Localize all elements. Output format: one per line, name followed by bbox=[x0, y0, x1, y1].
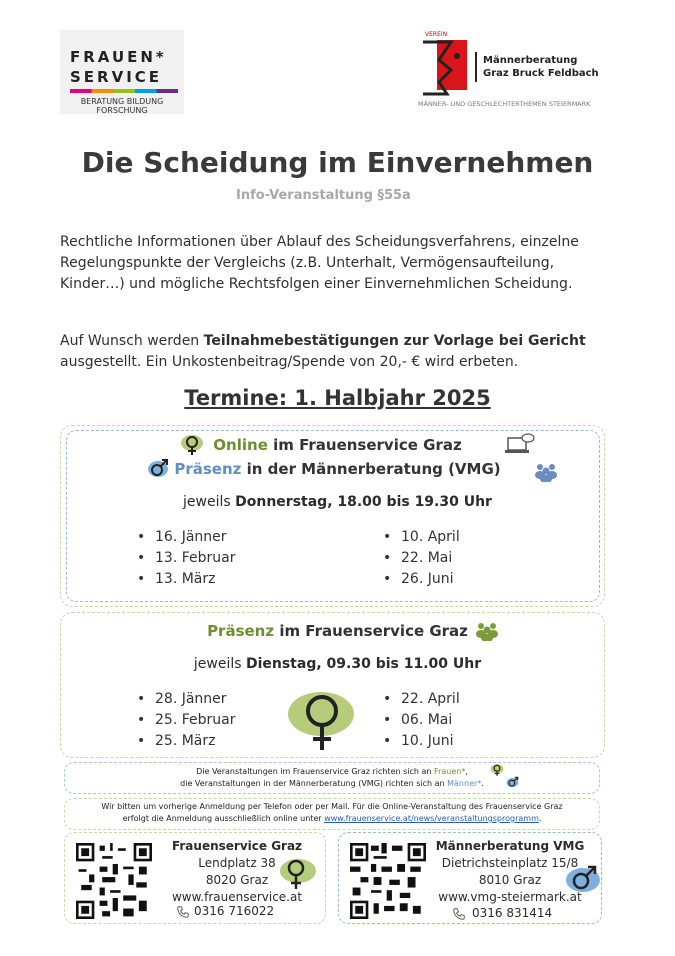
vmg-name-line-2: Graz Bruck Feldbach bbox=[483, 68, 599, 79]
vmg-logo bbox=[415, 30, 625, 110]
contact-fs-phone[interactable]: 0316 716022 bbox=[194, 904, 275, 918]
block2-dates-left bbox=[137, 689, 235, 752]
contact-vmg-phone[interactable]: 0316 831414 bbox=[472, 906, 553, 920]
contact-fs-street: Lendplatz 38 bbox=[198, 856, 276, 870]
block1-line-2-rest: in der Männerberatung (VMG) bbox=[241, 460, 501, 478]
list-item: • 13. Februar bbox=[137, 548, 235, 569]
notice-paragraph bbox=[60, 331, 620, 373]
vmg-face-icon bbox=[417, 36, 471, 98]
list-item: • 10. Juni bbox=[383, 731, 460, 752]
female-symbol-icon bbox=[278, 855, 318, 891]
vmg-footer-text: MÄNNER- UND GESCHLECHTERTHEMEN STEIERMARK bbox=[418, 100, 591, 108]
registration-link[interactable]: www.frauenservice.at/news/veranstaltungsprogramm bbox=[324, 814, 539, 823]
note2-pre: erfolgt die Anmeldung ausschließlich online unter bbox=[122, 814, 325, 823]
female-symbol-icon bbox=[284, 688, 358, 752]
block1-line-1 bbox=[0, 436, 675, 454]
contact-fs-web[interactable]: www.frauenservice.at bbox=[171, 890, 303, 904]
intro-paragraph: Rechtliche Informationen über Ablauf des Scheidungsverfahrens, einzelne Regelungspunkte der Vergleichs (z.B. Unterhalt, Vermögensaufteilung, Kinder…) und mögliche Rechtsfolgen einer Einvernehmlichen Scheidung. bbox=[60, 234, 579, 292]
notice-pre: Auf Wunsch werden bbox=[60, 333, 204, 349]
note1-b-end: . bbox=[481, 779, 484, 788]
page-subtitle: Info-Veranstaltung §55a bbox=[236, 188, 411, 203]
list-item: • 26. Juni bbox=[383, 569, 460, 590]
group-people-icon bbox=[533, 460, 559, 482]
list-item: • 16. Jänner bbox=[137, 527, 235, 548]
praesenz-vmg-label: Präsenz bbox=[174, 460, 242, 478]
list-item: • 06. Mai bbox=[383, 710, 460, 731]
logo-color-bar bbox=[70, 89, 178, 93]
block1-when bbox=[0, 494, 675, 510]
block1-when-pre: jeweils bbox=[183, 494, 236, 510]
praesenz-fs-label: Präsenz bbox=[207, 622, 275, 640]
block2-line-1-rest: im Frauenservice Graz bbox=[274, 622, 468, 640]
list-item: • 25. März bbox=[137, 731, 235, 752]
qr-code-icon[interactable] bbox=[350, 843, 426, 919]
female-symbol-icon bbox=[490, 763, 504, 777]
note2-post: . bbox=[538, 814, 542, 823]
logo-line-2: SERVICE bbox=[70, 68, 163, 86]
group-people-icon bbox=[474, 619, 500, 641]
male-symbol-icon bbox=[565, 862, 603, 894]
note1-frauen: Frauen* bbox=[434, 767, 466, 776]
vmg-verein-label: VEREIN bbox=[425, 31, 448, 38]
page-title: Die Scheidung im Einvernehmen bbox=[81, 146, 594, 179]
block1-when-bold: Donnerstag, 18.00 bis 19.30 Uhr bbox=[235, 494, 492, 510]
phone-icon bbox=[176, 905, 190, 919]
contact-vmg-city: 8010 Graz bbox=[478, 873, 542, 887]
list-item: • 10. April bbox=[383, 527, 460, 548]
termine-heading: Termine: 1. Halbjahr 2025 bbox=[184, 386, 491, 410]
block2-dates-right bbox=[383, 689, 460, 752]
contact-vmg-web[interactable]: www.vmg-steiermark.at bbox=[438, 890, 582, 904]
list-item: • 25. Februar bbox=[137, 710, 235, 731]
vmg-name-line-1: Männerberatung bbox=[483, 55, 578, 66]
list-item: • 13. März bbox=[137, 569, 235, 590]
frauenservice-logo bbox=[60, 30, 184, 114]
vmg-name-box bbox=[475, 52, 599, 82]
logo-subline: BERATUNG BILDUNG FORSCHUNG bbox=[80, 97, 164, 115]
block2-when bbox=[0, 656, 675, 672]
notice-bold: Teilnahmebestätigungen zur Vorlage bei Gericht bbox=[203, 333, 586, 349]
qr-code-icon[interactable] bbox=[76, 843, 152, 919]
block1-line-2 bbox=[0, 460, 675, 478]
contact-vmg-name: Männerberatung VMG bbox=[435, 839, 585, 853]
logo-line-1: FRAUEN* bbox=[70, 48, 167, 66]
block2-when-pre: jeweils bbox=[193, 656, 246, 672]
note1-maenner: Männer* bbox=[447, 779, 482, 788]
block2-line-1 bbox=[0, 622, 675, 640]
laptop-chat-icon bbox=[505, 432, 535, 458]
block1-line-1-rest: im Frauenservice Graz bbox=[267, 436, 462, 454]
registration-note-line-1: Wir bitten um vorherige Anmeldung per Telefon oder per Mail. Für die Online-Veranstaltung des Frauenservice Graz bbox=[101, 802, 563, 811]
list-item: • 22. Mai bbox=[383, 548, 460, 569]
list-item: • 28. Jänner bbox=[137, 689, 235, 710]
online-label: Online bbox=[213, 436, 268, 454]
list-item: • 22. April bbox=[383, 689, 460, 710]
block2-when-bold: Dienstag, 09.30 bis 11.00 Uhr bbox=[245, 656, 482, 672]
registration-note-line-2 bbox=[64, 813, 600, 825]
contact-fs-name: Frauenservice Graz bbox=[171, 839, 303, 853]
phone-icon bbox=[452, 907, 466, 921]
contact-vmg-street: Dietrichsteinplatz 15/8 bbox=[441, 856, 579, 870]
block1-dates-left bbox=[137, 527, 235, 590]
contact-fs-city: 8020 Graz bbox=[205, 873, 269, 887]
note1-a-end: , bbox=[465, 767, 468, 776]
notice-post: ausgestellt. Ein Unkostenbeitrag/Spende von 20,- € wird erbeten. bbox=[60, 354, 519, 370]
note1-b: die Veranstaltungen in der Männerberatung (VMG) richten sich an bbox=[180, 779, 448, 788]
block1-dates-right bbox=[383, 527, 460, 590]
male-symbol-icon bbox=[506, 775, 520, 789]
note1-a: Die Veranstaltungen im Frauenservice Graz richten sich an bbox=[196, 767, 435, 776]
